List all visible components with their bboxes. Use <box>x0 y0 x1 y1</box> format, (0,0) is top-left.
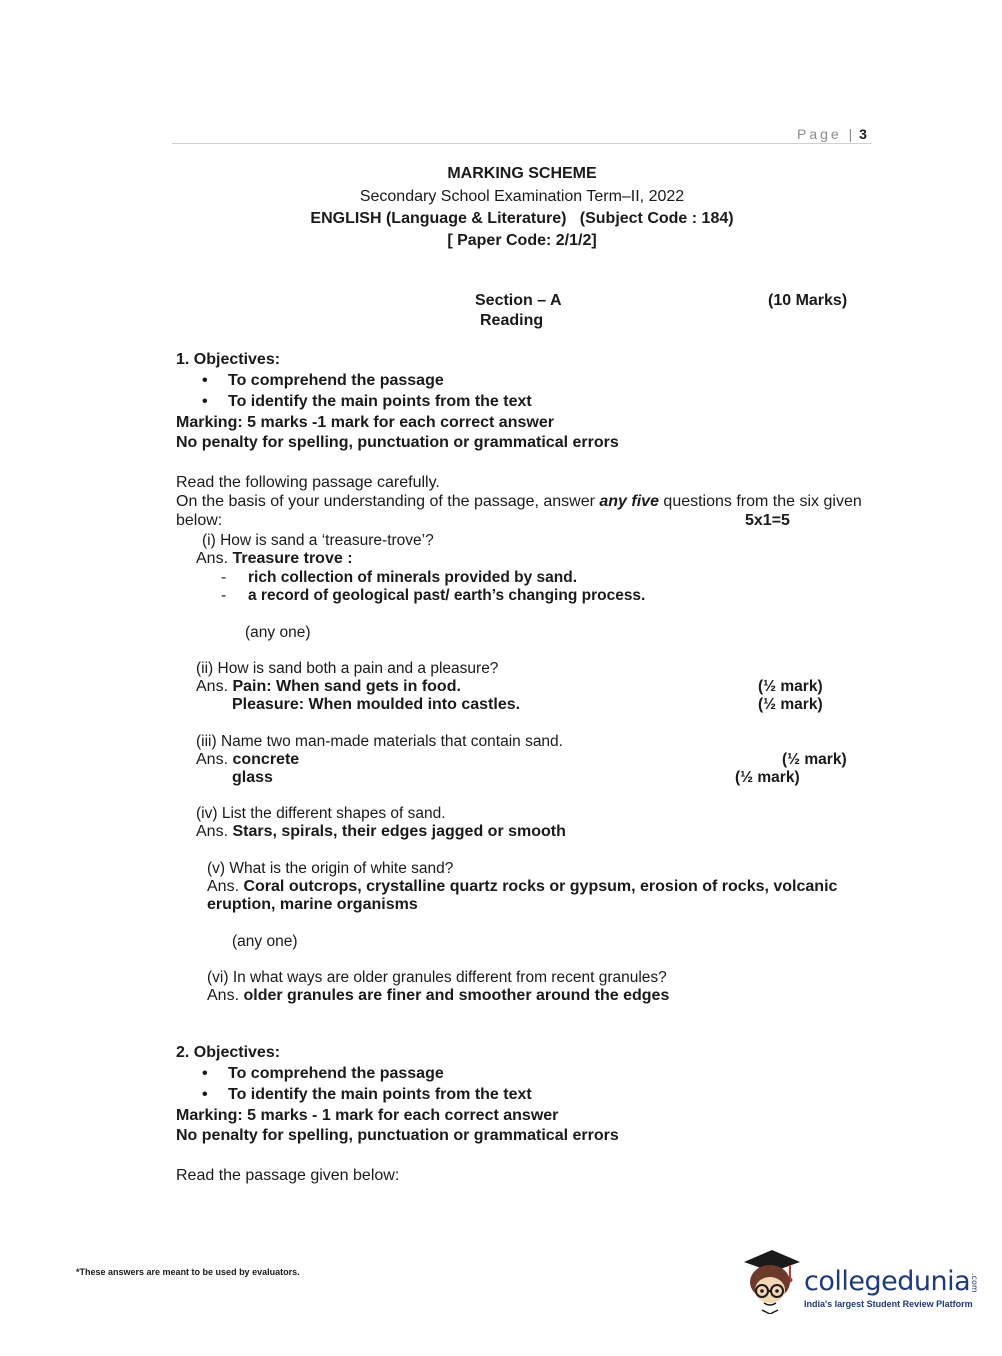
answer-v-line2: eruption, marine organisms <box>207 896 418 913</box>
ans-prefix: Ans. <box>196 678 233 695</box>
paper-code: [ Paper Code: 2/1/2] <box>447 232 597 249</box>
q1-instruction: Read the following passage carefully. <box>176 474 440 491</box>
answer-ii <box>196 678 461 696</box>
question-ii: (ii) How is sand both a pain and a pleasure? <box>196 660 499 677</box>
instruction-text: questions from the six given <box>658 493 862 510</box>
mark-iii-1: (½ mark) <box>782 751 847 768</box>
answer-i <box>196 550 353 568</box>
ans-text: concrete <box>232 751 300 768</box>
answer-iv <box>196 823 566 841</box>
ans-prefix: Ans. <box>196 550 233 567</box>
ans-text: older granules are finer and smoother around the edges <box>243 987 670 1004</box>
answer-i-point: - rich collection of minerals provided by sand. <box>248 569 577 587</box>
document-title: MARKING SCHEME <box>447 165 597 182</box>
mark-iii-2: (½ mark) <box>735 769 800 786</box>
question-i: (i) How is sand a ‘treasure-trove’? <box>202 532 434 549</box>
section-name: Section – A <box>475 292 562 309</box>
ans-prefix: Ans. <box>207 878 244 895</box>
subject-line: ENGLISH (Language & Literature) (Subject Code : 184) <box>310 210 734 227</box>
q1-instruction-marks: 5x1=5 <box>745 512 790 529</box>
answer-v-note: (any one) <box>232 933 298 950</box>
q2-instruction: Read the passage given below: <box>176 1167 400 1184</box>
mascot-icon <box>742 1248 802 1314</box>
q1-instruction-line <box>176 493 862 511</box>
q1-objective: • To comprehend the passage <box>228 372 444 390</box>
ans-prefix: Ans. <box>207 987 244 1004</box>
question-iv: (iv) List the different shapes of sand. <box>196 805 446 822</box>
logo-tagline: India's largest Student Review Platform <box>804 1299 973 1309</box>
ans-prefix: Ans. <box>196 823 233 840</box>
ans-text: Pain: When sand gets in food. <box>232 678 461 695</box>
q1-marking: Marking: 5 marks -1 mark for each correct answer <box>176 414 554 431</box>
q1-instruction-below: below: <box>176 512 223 529</box>
header-divider <box>172 143 872 144</box>
q2-objective: • To comprehend the passage <box>228 1065 444 1083</box>
answer-vi <box>207 987 669 1005</box>
answer-v <box>207 878 837 896</box>
page-label: Page <box>797 126 842 142</box>
instruction-text: On the basis of your understanding of the passage, answer <box>176 493 600 510</box>
q2-marking: Marking: 5 marks - 1 mark for each correct answer <box>176 1107 559 1124</box>
logo-suffix: .com <box>970 1272 980 1293</box>
answer-i-point: - a record of geological past/ earth’s changing process. <box>248 587 645 605</box>
q2-objective: • To identify the main points from the text <box>228 1086 532 1104</box>
logo-wordmark: collegedunia <box>804 1266 971 1297</box>
q1-penalty: No penalty for spelling, punctuation or grammatical errors <box>176 434 619 451</box>
page-separator: | <box>848 126 853 142</box>
question-v: (v) What is the origin of white sand? <box>207 860 454 877</box>
q2-penalty: No penalty for spelling, punctuation or grammatical errors <box>176 1127 619 1144</box>
ans-text: Stars, spirals, their edges jagged or smooth <box>232 823 566 840</box>
ans-prefix: Ans. <box>196 751 233 768</box>
page-header <box>797 126 867 142</box>
ans-text: Coral outcrops, crystalline quartz rocks or gypsum, erosion of rocks, volcanic <box>243 878 838 895</box>
instruction-emphasis: any five <box>599 493 659 510</box>
q2-heading: 2. Objectives: <box>176 1044 281 1061</box>
question-vi: (vi) In what ways are older granules different from recent granules? <box>207 969 667 986</box>
answer-iii-line2: glass <box>232 769 273 786</box>
page-number: 3 <box>859 126 867 142</box>
mark-ii-1: (½ mark) <box>758 678 823 695</box>
answer-i-note: (any one) <box>245 624 311 641</box>
q1-heading: 1. Objectives: <box>176 351 281 368</box>
ans-text: Treasure trove : <box>232 550 353 567</box>
collegedunia-logo <box>742 1248 980 1318</box>
section-subtitle: Reading <box>480 312 544 329</box>
q1-objective: • To identify the main points from the text <box>228 393 532 411</box>
answer-iii <box>196 751 299 769</box>
mark-ii-2: (½ mark) <box>758 696 823 713</box>
exam-name: Secondary School Examination Term–II, 2022 <box>359 188 685 205</box>
section-marks: (10 Marks) <box>768 292 848 309</box>
answer-ii-line2: Pleasure: When moulded into castles. <box>232 696 521 713</box>
question-iii: (iii) Name two man-made materials that contain sand. <box>196 733 563 750</box>
footer-note: *These answers are meant to be used by evaluators. <box>76 1267 300 1277</box>
